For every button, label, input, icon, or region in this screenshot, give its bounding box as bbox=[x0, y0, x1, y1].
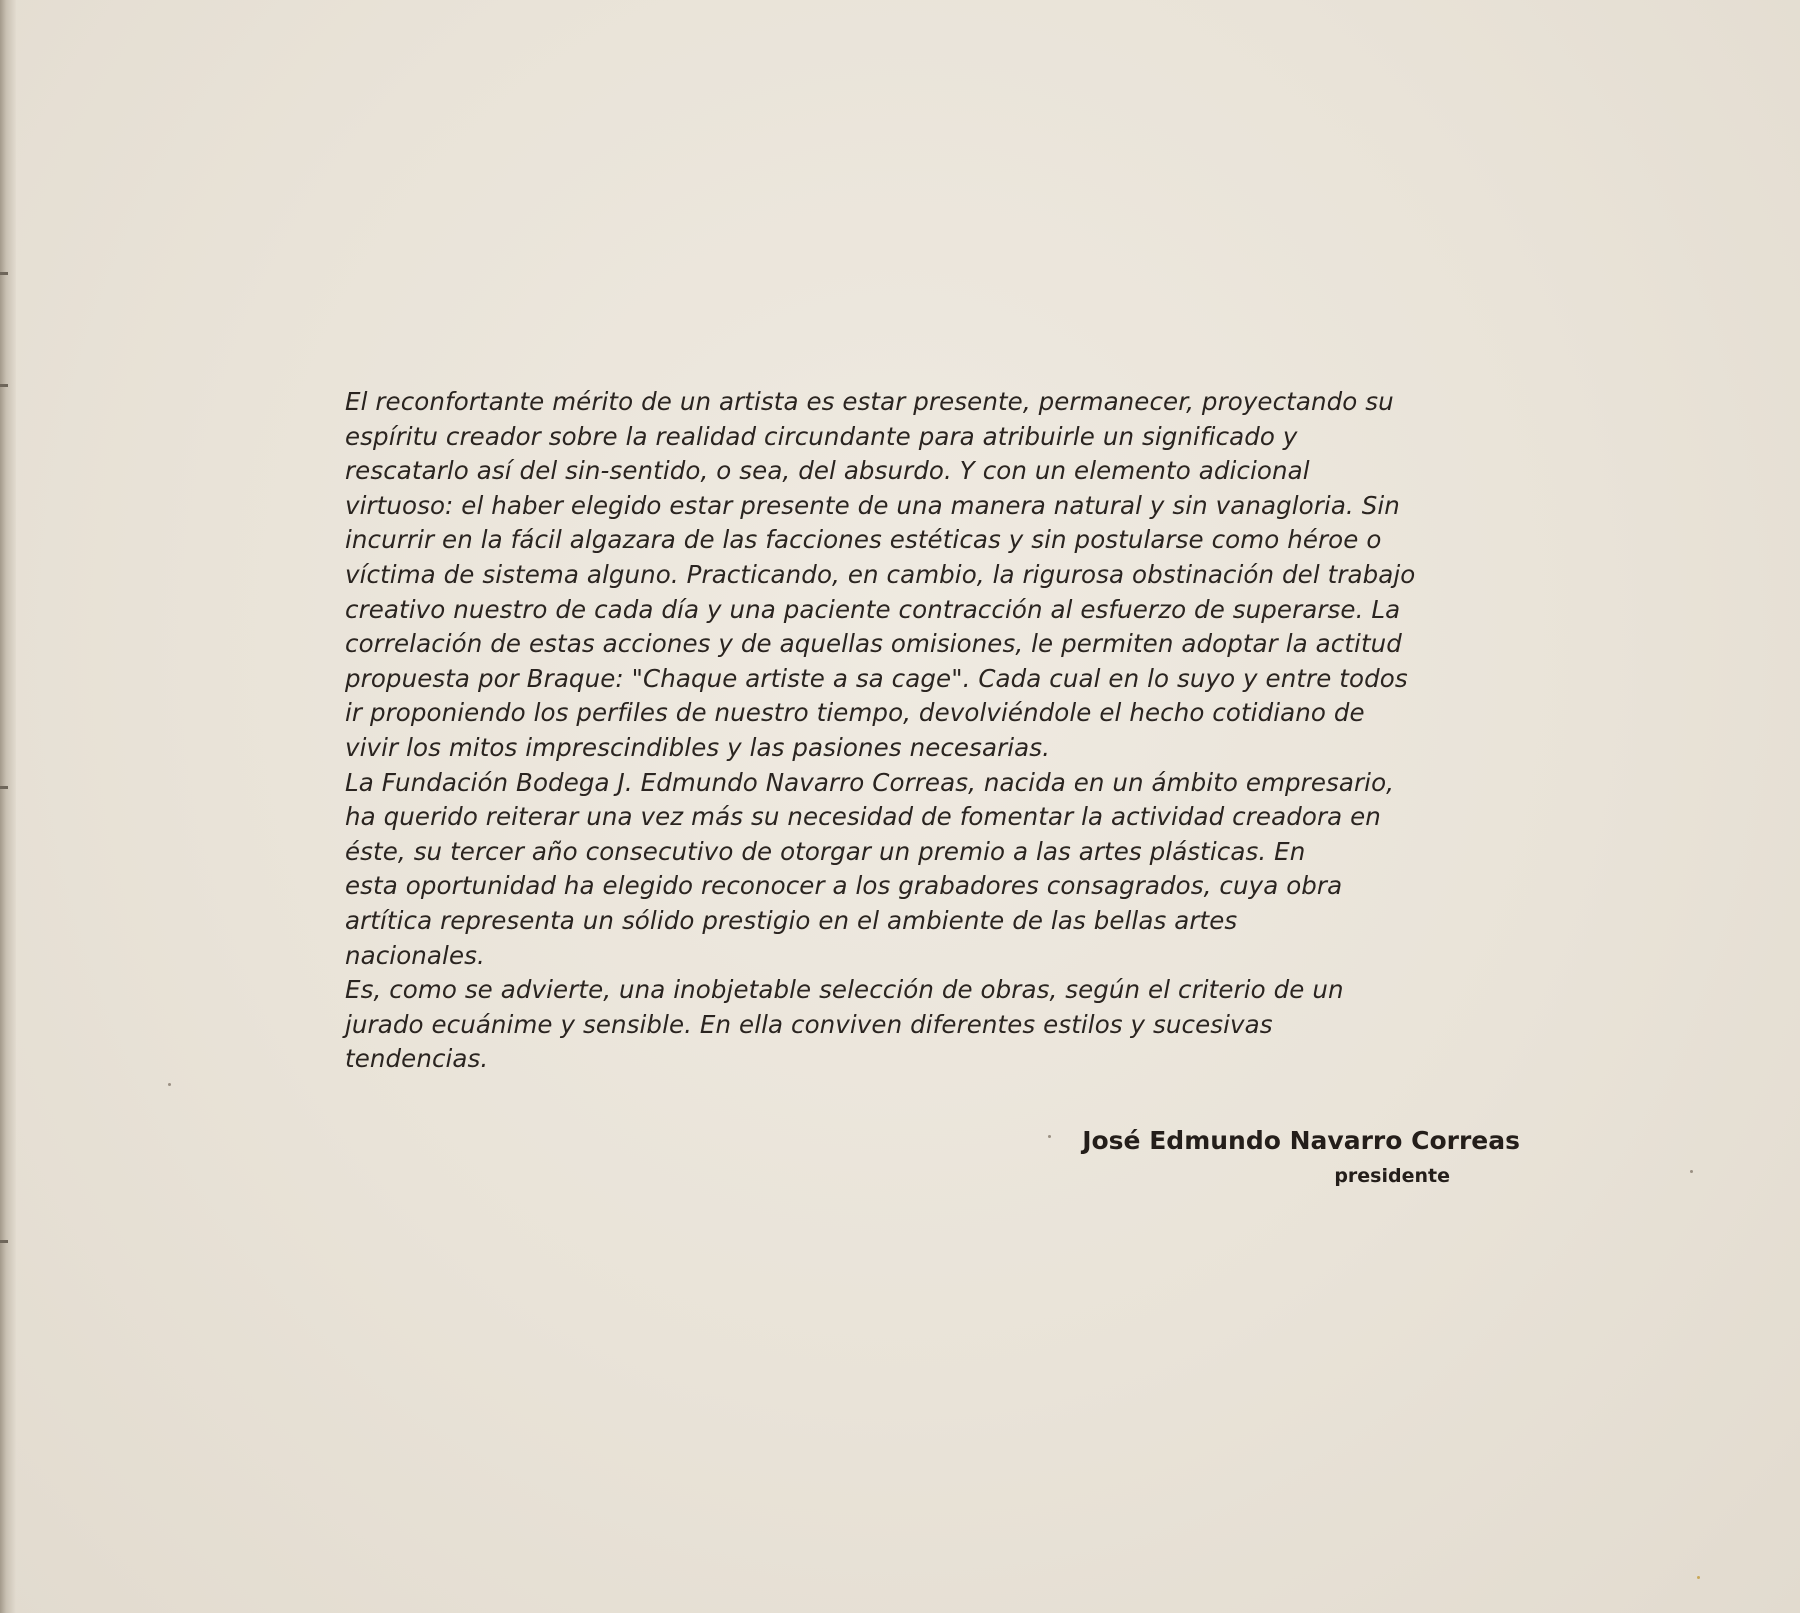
paper-speck bbox=[168, 1083, 171, 1086]
binding-mark bbox=[0, 384, 8, 387]
book-spine-shadow bbox=[0, 0, 16, 1613]
text-line: El reconfortante mérito de un artista es estar presente, permanecer, proyectando su bbox=[345, 387, 1394, 416]
text-line: correlación de estas acciones y de aquellas omisiones, le permiten adoptar la actitud bbox=[345, 629, 1402, 659]
text-line: vivir los mitos imprescindibles y las pasiones necesarias. bbox=[345, 732, 1051, 762]
text-line: propuesta por Braque: "Chaque artiste a sa cage". Cada cual en lo suyo y entre todos bbox=[345, 663, 1408, 693]
binding-mark bbox=[0, 1240, 8, 1243]
text-line: espíritu creador sobre la realidad circundante para atribuirle un significado y bbox=[345, 421, 1298, 451]
text-line: jurado ecuánime y sensible. En ella conviven diferentes estilos y sucesivas bbox=[345, 1009, 1273, 1039]
paper-speck bbox=[1690, 1170, 1693, 1173]
text-line: esta oportunidad ha elegido reconocer a los grabadores consagrados, cuya obra bbox=[345, 871, 1343, 901]
text-line: artítica representa un sólido prestigio en el ambiente de las bellas artes bbox=[345, 905, 1238, 935]
paper-speck bbox=[1697, 1576, 1700, 1579]
text-line: ha querido reiterar una vez más su necesidad de fomentar la actividad creadora en bbox=[345, 802, 1381, 832]
text-line: incurrir en la fácil algazara de las facciones estéticas y sin postularse como héroe o bbox=[345, 525, 1382, 555]
text-line: rescatarlo así del sin-sentido, o sea, del absurdo. Y con un elemento adicional bbox=[345, 456, 1310, 486]
binding-mark bbox=[0, 272, 8, 275]
text-line: virtuoso: el haber elegido estar presente de una manera natural y sin vanagloria. Sin bbox=[345, 490, 1400, 520]
binding-mark bbox=[0, 786, 8, 789]
paper-speck bbox=[1048, 1135, 1051, 1138]
text-line: tendencias. bbox=[345, 1044, 489, 1074]
text-line: creativo nuestro de cada día y una paciente contracción al esfuerzo de superarse. La bbox=[345, 594, 1401, 624]
text-line: víctima de sistema alguno. Practicando, en cambio, la rigurosa obstinación del trabajo bbox=[345, 559, 1416, 589]
text-line: nacionales. bbox=[345, 940, 485, 970]
text-line: Es, como se advierte, una inobjetable selección de obras, según el criterio de un bbox=[345, 975, 1344, 1005]
text-line: éste, su tercer año consecutivo de otorgar un premio a las artes plásticas. En bbox=[345, 836, 1306, 866]
text-line: La Fundación Bodega J. Edmundo Navarro Correas, nacida en un ámbito empresario, bbox=[345, 767, 1395, 797]
signature-role: presidente bbox=[1334, 1165, 1450, 1187]
text-line: ir proponiendo los perfiles de nuestro tiempo, devolviéndole el hecho cotidiano de bbox=[345, 698, 1365, 728]
signature-name: José Edmundo Navarro Correas bbox=[1082, 1126, 1520, 1155]
body-paragraph bbox=[345, 385, 1525, 1077]
